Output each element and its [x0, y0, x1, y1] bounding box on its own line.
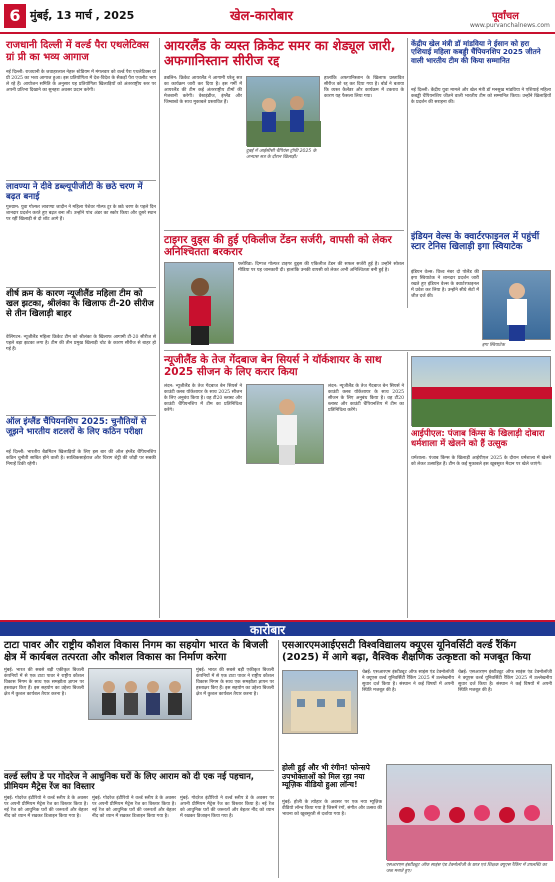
srm-photo [282, 670, 358, 734]
allengland-headline: ऑल इंग्लैंड चैंपियनशिप 2025: चुनौतियों से जूझने भारतीय शटलरों के लिए कठिन परीक्षा [6, 417, 147, 437]
godrej-headline: वर्ल्ड स्लीप डे पर गोदरेज ने आधुनिक घरों के लिए आराम को दी एक नई पहचान, प्रीमियम मैट्रेस रेंज का विस्तार [4, 772, 255, 792]
srm-headline: एसआरएमआईएसटी विश्वविद्यालय क्यूएस यूनिवर्सिटी वर्ल्ड रैंकिंग (2025) में आगे बढ़ा, वैश्विक शैक्षणिक उत्कृष्टता को मजबूत किया [282, 640, 531, 663]
tata-body: मुंबई: भारत की सबसे बड़ी एकीकृत बिजली कंपनियों में से एक टाटा पावर ने राष्ट्रीय कौशल विकास निगम के साथ एक समझौता ज्ञापन पर हस्ताक्षर किए हैं। इस सहयोग का उद्देश्य बिजली क्षेत्र में कुशल कार्यबल तैयार करना है। [4, 668, 86, 697]
signing-illustration [89, 669, 193, 721]
sears-body: लंदन: न्यूजीलैंड के तेज गेंदबाज बेन सियर्स ने काउंटी क्लब यॉर्कशायर के साथ 2025 सीजन के लिए अनुबंध किया है। वह टी20 ब्लास्ट और काउंटी चैंपियनशिप में टीम का प्रतिनिधित्व करेंगे। [164, 384, 244, 413]
allengland-body: नई दिल्ली: भारतीय बैडमिंटन खिलाड़ियों के लिए इस बार की ऑल इंग्लैंड चैंपियनशिप कठिन चुनौती साबित होने वाली है। सात्विकसाईराज और चिराग शेट्टी की जोड़ी पर सबकी निगाहें टिकी रहेंगी। [6, 450, 158, 467]
golfer-illustration [165, 263, 235, 345]
cricket-photo [246, 76, 320, 146]
column-divider [407, 352, 408, 618]
divider [6, 287, 156, 288]
indianwells-headline: इंडियन वेल्स के क्वार्टरफाइनल में पहुंचीं स्टार टेनिस खिलाड़ी इगा स्वियाटेक [411, 232, 540, 253]
brand-logo: पूर्वांचल [492, 11, 519, 22]
stadium-illustration [412, 357, 552, 427]
delhi-body: नई दिल्ली: राजधानी के जवाहरलाल नेहरू स्टेडियम में मंगलवार को वर्ल्ड पैरा एथलेटिक्स ग्रां प्री 2025 का भव्य आगाज हुआ। इस प्रतियोगिता में देश-विदेश के सैकड़ों पैरा एथलीट भाग ले रहे हैं। आयोजन समिति के अनुसार यह प्रतियोगिता खिलाड़ियों को अंतरराष्ट्रीय स्तर पर अपनी प्रतिभा दिखाने का सुनहरा अवसर प्रदान करेगी। [6, 70, 158, 93]
stadium-photo [411, 356, 551, 426]
divider [6, 415, 156, 416]
tiger-headline: टाइगर वुड्स की हुई एकिलीज टेंडन सर्जरी, वापसी को लेकर अनिश्चितता बरकरार [164, 234, 392, 259]
players-illustration [247, 77, 321, 147]
ipl-headline: आईपीएल: पंजाब किंग्स के खिलाड़ी दोबारा धर्मशाला में खेलने को हैं उत्सुक [411, 429, 545, 449]
ireland-photo-caption: दुबई में आईसीसी चैंपियंस ट्रॉफी 2025 के अभ्यास सत्र के दौरान खिलाड़ी। [246, 149, 317, 160]
sears-photo [246, 384, 324, 464]
tiger-body: फ्लोरिडा: दिग्गज गोल्फर टाइगर वुड्स की एकिलीज टेंडन की सफल सर्जरी हुई है। उन्होंने सोशल मीडिया पर यह जानकारी दी। हालांकि उनकी वापसी को लेकर अभी अनिश्चितता बनी हुई है। [238, 262, 406, 273]
srm-photo-caption: एसआरएम इंस्टीट्यूट ऑफ साइंस एंड टेक्नोलॉजी के छात्र एवं शिक्षक क्यूएस रैंकिंग में उपलब्धि का जश्न मनाते हुए। [386, 863, 547, 874]
column-divider [407, 38, 408, 308]
bowler-illustration [247, 385, 325, 465]
tata-body-b: मुंबई: भारत की सबसे बड़ी एकीकृत बिजली कंपनियों में से एक टाटा पावर ने राष्ट्रीय कौशल विकास निगम के साथ एक समझौता ज्ञापन पर हस्ताक्षर किए हैं। इस सहयोग का उद्देश्य बिजली क्षेत्र में कुशल कार्यबल तैयार करना है। [196, 668, 276, 697]
tata-photo [88, 668, 192, 720]
ireland-body-b: हालांकि अफगानिस्तान के खिलाफ प्रस्तावित सीरीज को रद्द कर दिया गया है। बोर्ड ने बताया कि व्यस्त कैलेंडर और कार्यक्रम में टकराव के कारण यह फैसला लिया गया। [324, 76, 406, 99]
sears-headline: न्यूजीलैंड के तेज गेंदबाज बेन सियर्स ने यॉर्कशायर के साथ 2025 सीजन के लिए करार किया [164, 354, 382, 379]
mandaviya-headline: केंद्रीय खेल मंत्री डॉ मांडविया ने ईसान को हरा एशियाई महिला कबड्डी चैंपियनशिप 2025 जीतने वाली भारतीय टीम की किया सम्मानित [411, 39, 541, 65]
holi-photo [386, 764, 552, 860]
holi-body: मुंबई: होली के त्योहार के अवसर पर एक नया म्यूज़िक वीडियो लॉन्च किया गया है जिसमें रंगों, संगीत और उत्सव की भावना को खूबसूरती से दर्शाया गया है। [282, 800, 384, 817]
mandaviya-body: नई दिल्ली: केंद्रीय युवा मामले और खेल मंत्री डॉ मनसुख मांडविया ने एशियाई महिला कबड्डी चैंपियनशिप जीतने वाली भारतीय टीम को सम्मानित किया। उन्होंने खिलाड़ियों के प्रदर्शन की सराहना की। [411, 88, 553, 105]
business-band-label: कारोबार [250, 623, 286, 637]
godrej-body: मुंबई: गोदरेज इंटीरियो ने वर्ल्ड स्लीप डे के अवसर पर अपनी प्रीमियम मैट्रेस रेंज का विस्तार किया है। नई रेंज को आधुनिक घरों की जरूरतों और बेहतर नींद को ध्यान में रखकर डिजाइन किया गया है। [4, 796, 90, 819]
campus-illustration [283, 671, 359, 735]
ireland-body-a: डबलिन: क्रिकेट आयरलैंड ने आगामी घरेलू सत्र का कार्यक्रम जारी कर दिया है। इस गर्मी में आयरलैंड की टीम कई अंतरराष्ट्रीय टीमों की मेजबानी करेगी। वेस्टइंडीज, इंग्लैंड और जिम्बाब्वे के साथ मुकाबले प्रस्तावित हैं। [164, 76, 244, 105]
divider [6, 180, 156, 181]
holi-headline: होली हुई और भी रंगीन! फोन्सपे उपभोक्ताओं को मिल रहा नया म्यूज़िक वीडियो हुआ लॉन्च! [282, 763, 370, 790]
lavanya-headline: लावण्या ने दीवे डब्ल्यूपीजीटी के छठे चरण में बढ़त बनाई [6, 182, 143, 202]
srm-body: चेन्नई: एसआरएम इंस्टीट्यूट ऑफ साइंस एंड टेक्नोलॉजी ने क्यूएस वर्ल्ड यूनिवर्सिटी रैंकिंग 2025 में उल्लेखनीय सुधार दर्ज किया है। संस्थान ने कई विषयों में अपनी स्थिति मजबूत की है। [362, 670, 456, 693]
newzealand-body: वेलिंगटन: न्यूजीलैंड महिला क्रिकेट टीम को श्रीलंका के खिलाफ आगामी टी-20 सीरीज से पहले बड़ा झटका लगा है। टीम की तीन प्रमुख खिलाड़ी चोट के कारण सीरीज से बाहर हो गई हैं। [6, 335, 158, 352]
tennis-illustration [483, 271, 552, 341]
divider [164, 230, 404, 231]
swiatek-photo-caption: इगा स्वियाटेक [482, 343, 505, 348]
newzealand-headline: शीर्ष क्रम के कारण न्यूजीलैंड महिला टीम को खल झटका, श्रीलंका के खिलाफ टी-20 सीरीज से तीन खिलाड़ी बाहर [6, 289, 154, 319]
delhi-headline: राजधानी दिल्ली में वर्ल्ड पैरा एथलेटिक्स ग्रां प्री का भव्य आगाज [6, 40, 149, 63]
section-title: खेल-कारोबार [230, 9, 293, 24]
ireland-headline: आयरलैंड के व्यस्त क्रिकेट समर का शेड्यूल जारी, अफगानिस्तान सीरीज रद्द [164, 39, 396, 69]
lavanya-body: गुरुग्राम: युवा गोल्फर लावण्या जादौन ने महिला पेशेवर गोल्फ टूर के छठे चरण के पहले दिन शानदार प्रदर्शन करते हुए बढ़त बना ली। उन्होंने पांच अंडर का स्कोर किया और दूसरे स्थान पर रहीं खिलाड़ी से दो शॉट आगे हैं। [6, 205, 158, 222]
page-number: 6 [4, 4, 26, 28]
sears-body-b: लंदन: न्यूजीलैंड के तेज गेंदबाज बेन सियर्स ने काउंटी क्लब यॉर्कशायर के साथ 2025 सीजन के लिए अनुबंध किया है। वह टी20 ब्लास्ट और काउंटी चैंपियनशिप में टीम का प्रतिनिधित्व करेंगे। [328, 384, 406, 413]
tata-headline: टाटा पावर और राष्ट्रीय कौशल विकास निगम का सहयोग भारत के बिजली क्षेत्र में कार्यबल तत्परता और कौशल विकास का निर्माण करेगा [4, 640, 269, 663]
divider [4, 770, 274, 771]
date-line: मुंबई, 13 मार्च , 2025 [30, 9, 135, 22]
crowd-illustration [387, 765, 553, 861]
divider [164, 350, 551, 351]
ipl-body: धर्मशाला: पंजाब किंग्स के खिलाड़ी आईपीएल 2025 के दौरान धर्मशाला में खेलने को लेकर उत्साहित हैं। टीम के कई मुकाबले इस खूबसूरत मैदान पर खेले जाएंगे। [411, 456, 553, 467]
column-divider [159, 38, 160, 618]
brand-url: www.purvanchalnews.com [470, 22, 550, 29]
godrej-body-b: मुंबई: गोदरेज इंटीरियो ने वर्ल्ड स्लीप डे के अवसर पर अपनी प्रीमियम मैट्रेस रेंज का विस्तार किया है। नई रेंज को आधुनिक घरों की जरूरतों और बेहतर नींद को ध्यान में रखकर डिजाइन किया गया है। [92, 796, 178, 819]
column-divider [278, 640, 279, 878]
swiatek-photo [482, 270, 551, 340]
srm-body-b: चेन्नई: एसआरएम इंस्टीट्यूट ऑफ साइंस एंड टेक्नोलॉजी ने क्यूएस वर्ल्ड यूनिवर्सिटी रैंकिंग 2025 में उल्लेखनीय सुधार दर्ज किया है। संस्थान ने कई विषयों में अपनी स्थिति मजबूत की है। [458, 670, 554, 693]
godrej-body-c: मुंबई: गोदरेज इंटीरियो ने वर्ल्ड स्लीप डे के अवसर पर अपनी प्रीमियम मैट्रेस रेंज का विस्तार किया है। नई रेंज को आधुनिक घरों की जरूरतों और बेहतर नींद को ध्यान में रखकर डिजाइन किया गया है। [180, 796, 276, 819]
tiger-photo [164, 262, 234, 344]
indianwells-body: इंडियन वेल्स: विश्व नंबर दो पोलैंड की इगा स्वियाटेक ने शानदार प्रदर्शन जारी रखते हुए इंडियन वेल्स के क्वार्टरफाइनल में प्रवेश कर लिया है। उन्होंने सीधे सेटों में जीत दर्ज की। [411, 270, 481, 299]
